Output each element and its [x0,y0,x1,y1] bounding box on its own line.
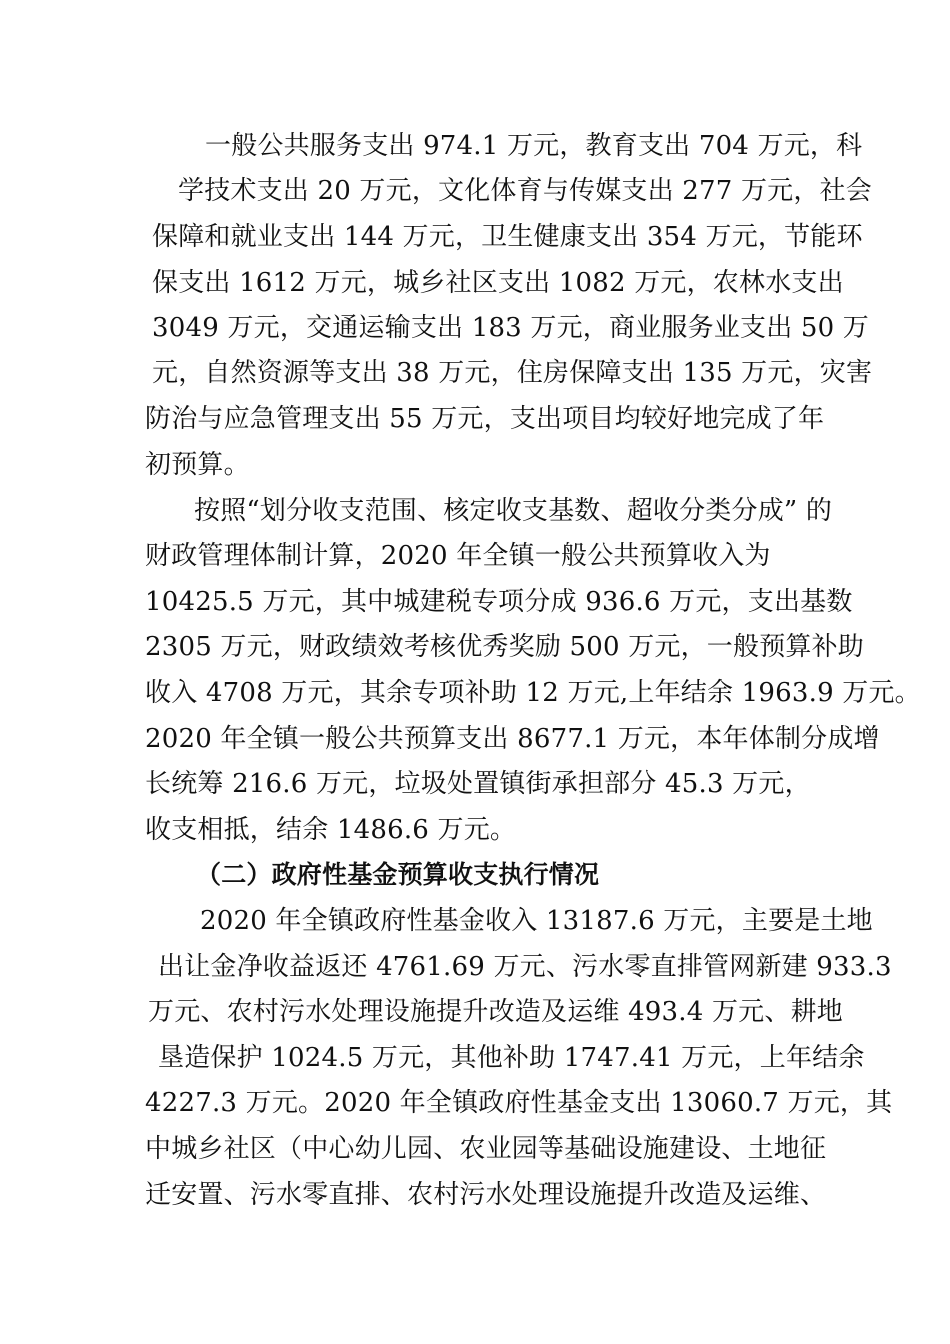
paragraph-line: 收支相抵，结余 1486.6 万元。 [145,815,517,845]
paragraph-line: 防治与应急管理支出 55 万元，支出项目均较好地完成了年 [145,404,825,434]
paragraph-line: 出让金净收益返还 4761.69 万元、污水零直排管网新建 933.3 [158,952,892,982]
paragraph-line: 学技术支出 20 万元，文化体育与传媒支出 277 万元，社会 [178,176,872,206]
paragraph-line: 收入 4708 万元，其余专项补助 12 万元,上年结余 1963.9 万元。 [145,678,921,708]
paragraph-line: 按照“划分收支范围、核定收支基数、超收分类分成” 的 [194,496,833,526]
section-heading: （二）政府性基金预算收支执行情况 [196,860,600,889]
paragraph-line: 长统筹 216.6 万元，垃圾处置镇街承担部分 45.3 万元， [145,769,811,799]
paragraph-line: 垦造保护 1024.5 万元，其他补助 1747.41 万元，上年结余 [158,1043,865,1073]
paragraph-line: 2305 万元，财政绩效考核优秀奖励 500 万元，一般预算补助 [145,632,864,662]
paragraph-line: 4227.3 万元。2020 年全镇政府性基金支出 13060.7 万元，其 [145,1088,893,1118]
paragraph-line: 一般公共服务支出 974.1 万元，教育支出 704 万元，科 [205,131,863,161]
paragraph-line: 保支出 1612 万元，城乡社区支出 1082 万元，农林水支出 [152,268,844,298]
paragraph-line: 初预算。 [145,450,250,480]
paragraph-line: 2020 年全镇一般公共预算支出 8677.1 万元，本年体制分成增 [145,724,880,754]
paragraph-line: 10425.5 万元，其中城建税专项分成 936.6 万元，支出基数 [145,587,853,617]
paragraph-line: 2020 年全镇政府性基金收入 13187.6 万元，主要是土地 [200,906,873,936]
paragraph-line: 财政管理体制计算，2020 年全镇一般公共预算收入为 [145,541,771,571]
paragraph-line: 万元、农村污水处理设施提升改造及运维 493.4 万元、耕地 [148,997,843,1027]
paragraph-line: 保障和就业支出 144 万元，卫生健康支出 354 万元，节能环 [152,222,863,252]
paragraph-line: 迁安置、污水零直排、农村污水处理设施提升改造及运维、 [145,1180,827,1210]
paragraph-line: 元，自然资源等支出 38 万元，住房保障支出 135 万元，灾害 [152,358,873,388]
paragraph-line: 中城乡社区（中心幼儿园、农业园等基础设施建设、土地征 [145,1134,827,1164]
paragraph-line: 3049 万元，交通运输支出 183 万元，商业服务业支出 50 万 [152,313,870,343]
